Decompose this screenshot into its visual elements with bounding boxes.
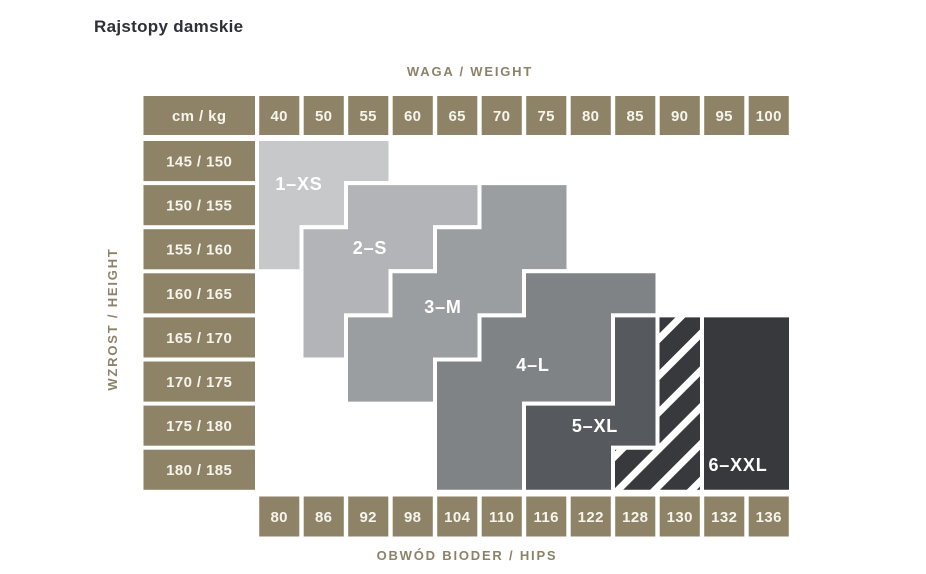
- weight-cell-text: 80: [581, 108, 600, 125]
- height-cell-text: 155 / 160: [166, 241, 233, 259]
- hip-cell-text: 132: [711, 509, 738, 526]
- weight-cell-text: 95: [715, 108, 733, 125]
- height-cell-text: 165 / 170: [166, 329, 233, 347]
- size-region-label-s: 2–S: [352, 238, 388, 258]
- weight-cell-text: 75: [537, 108, 555, 125]
- page-title: Rajstopy damskie: [94, 17, 244, 36]
- hip-cell-text: 104: [444, 509, 471, 526]
- size-region-label-xl: 5–XL: [571, 416, 619, 436]
- hip-cell-text: 98: [403, 509, 422, 526]
- hip-cell-text: 86: [314, 509, 333, 526]
- size-region-label-m: 3–M: [424, 297, 462, 317]
- height-cell-text: 145 / 150: [166, 153, 233, 171]
- weight-axis-label: WAGA / WEIGHT: [406, 64, 534, 79]
- height-header-column: [144, 141, 256, 490]
- size-region-label-l: 4–L: [516, 355, 550, 375]
- hip-cell-text: 136: [755, 509, 782, 526]
- weight-cell-text: 65: [448, 108, 466, 125]
- weight-cell-text: 85: [626, 108, 644, 125]
- height-cell-text: 175 / 180: [166, 418, 233, 436]
- weight-cell-text: 40: [270, 108, 288, 125]
- hip-cell-text: 80: [270, 509, 288, 526]
- weight-cell-text: 90: [670, 108, 689, 125]
- hip-cell-text: 122: [577, 509, 604, 526]
- weight-cell-text: 100: [755, 108, 782, 125]
- size-region-label-xs: 1–XS: [275, 174, 323, 194]
- height-cell-text: 150 / 155: [166, 197, 233, 215]
- weight-cell-text: 55: [359, 108, 377, 125]
- weight-cell-text: 50: [314, 108, 333, 125]
- hips-footer-row: [259, 497, 789, 537]
- weight-cell-text: 60: [403, 108, 422, 125]
- size-regions: [257, 139, 791, 492]
- weight-header-row: [259, 96, 789, 135]
- height-cell-text: 170 / 175: [166, 374, 233, 391]
- hips-axis-label: OBWÓD BIODER / HIPS: [376, 548, 558, 563]
- weight-cell-text: 70: [492, 108, 511, 125]
- hip-cell-text: 116: [533, 509, 559, 526]
- hip-cell-text: 92: [359, 509, 377, 526]
- height-cell-text: 180 / 185: [166, 462, 233, 480]
- height-cell-text: 160 / 165: [166, 285, 233, 303]
- hip-cell-text: 130: [666, 509, 693, 526]
- corner-cell: [144, 96, 256, 135]
- corner-cell-label: cm / kg: [171, 108, 227, 125]
- size-region-label-xxl: 6–XXL: [708, 455, 768, 475]
- hip-cell-text: 110: [488, 509, 515, 526]
- height-axis-label: WZROST / HEIGHT: [105, 247, 120, 391]
- hip-cell-text: 128: [622, 509, 649, 526]
